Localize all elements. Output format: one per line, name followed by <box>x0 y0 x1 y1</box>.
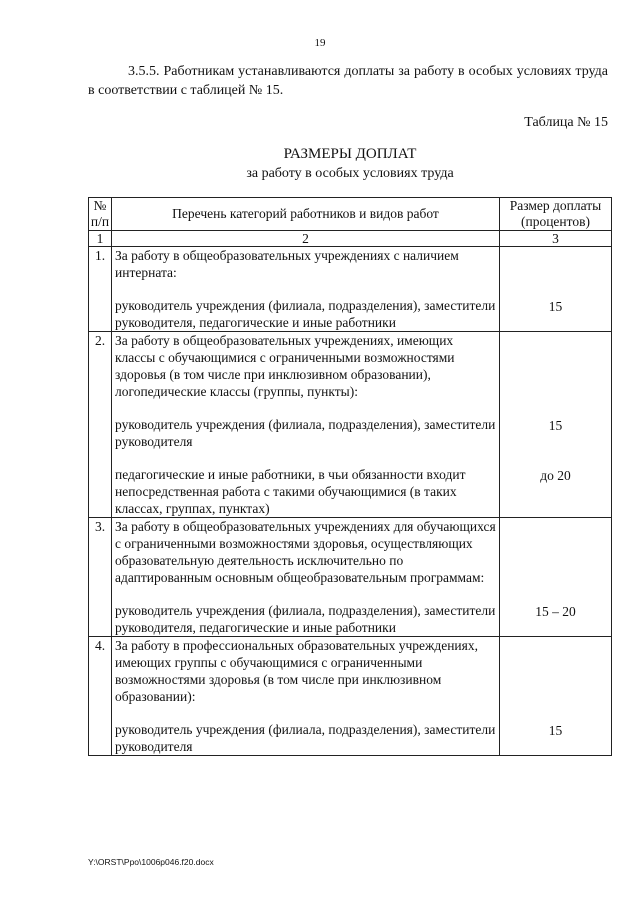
table-label: Таблица № 15 <box>524 115 608 130</box>
row-heading: За работу в общеобразовательных учреждениях, имеющих классы с обучающимися с ограниченными возможностями здоровья (в том числе при инклюзивном образовании), логопедические классы (группы, пункты): <box>115 333 455 399</box>
row-description <box>112 637 500 756</box>
header-list: Перечень категорий работников и видов работ <box>112 198 500 231</box>
row-item-text: руководитель учреждения (филиала, подразделения), заместители руководителя <box>115 417 496 449</box>
header-amount: Размер доплаты (процентов) <box>500 198 612 231</box>
row-item-text: педагогические и иные работники, в чьи обязанности входит непосредственная работа с такими обучающимися (в таких классах, группах, пунктах) <box>115 467 466 516</box>
row-description <box>112 518 500 637</box>
page-number: 19 <box>314 37 326 49</box>
intro-paragraph: 3.5.5. Работникам устанавливаются доплаты за работу в особых условиях труда в соответствии с таблицей № 15. <box>88 64 608 98</box>
table-row <box>89 518 612 637</box>
row-amount <box>500 637 612 756</box>
row-heading: За работу в общеобразовательных учреждениях для обучающихся с ограниченными возможностями здоровья, осуществляющих образовательную деятельность исключительно по адаптированным основным общеобразовательным программам: <box>115 519 496 585</box>
header-num: № п/п <box>89 198 112 231</box>
file-path-footer: Y:\ORST\Ppo\1006p046.f20.docx <box>88 857 214 867</box>
row-amount <box>500 332 612 518</box>
row-number: 3. <box>89 518 112 637</box>
row-item-amount: до 20 <box>540 467 571 483</box>
row-item-amount: 15 <box>548 417 563 433</box>
row-number: 2. <box>89 332 112 518</box>
row-item-amount: 15 <box>548 722 563 738</box>
row-item-amount: 15 – 20 <box>535 603 576 619</box>
row-number: 1. <box>89 247 112 332</box>
row-heading: За работу в общеобразовательных учреждениях с наличием интерната: <box>115 248 459 280</box>
column-number: 1 <box>89 231 112 247</box>
table-subtitle: за работу в особых условиях труда <box>246 166 454 181</box>
column-number-row <box>89 231 612 247</box>
table-header-row <box>89 198 612 231</box>
column-number: 2 <box>112 231 500 247</box>
row-number: 4. <box>89 637 112 756</box>
table-row <box>89 332 612 518</box>
table-row <box>89 637 612 756</box>
row-amount <box>500 247 612 332</box>
row-item-text: руководитель учреждения (филиала, подразделения), заместители руководителя <box>115 722 496 754</box>
row-description <box>112 332 500 518</box>
row-amount <box>500 518 612 637</box>
allowance-table <box>88 197 612 756</box>
row-item-amount: 15 <box>548 298 563 314</box>
row-description <box>112 247 500 332</box>
row-item-text: руководитель учреждения (филиала, подразделения), заместители руководителя, педагогические и иные работники <box>115 298 496 330</box>
row-heading: За работу в профессиональных образовательных учреждениях, имеющих группы с обучающимися с ограниченными возможностями здоровья (в том числе при инклюзивном образовании): <box>115 638 478 704</box>
table-row <box>89 247 612 332</box>
column-number: 3 <box>500 231 612 247</box>
row-item-text: руководитель учреждения (филиала, подразделения), заместители руководителя, педагогические и иные работники <box>115 603 496 635</box>
table-title: РАЗМЕРЫ ДОПЛАТ <box>283 146 417 162</box>
